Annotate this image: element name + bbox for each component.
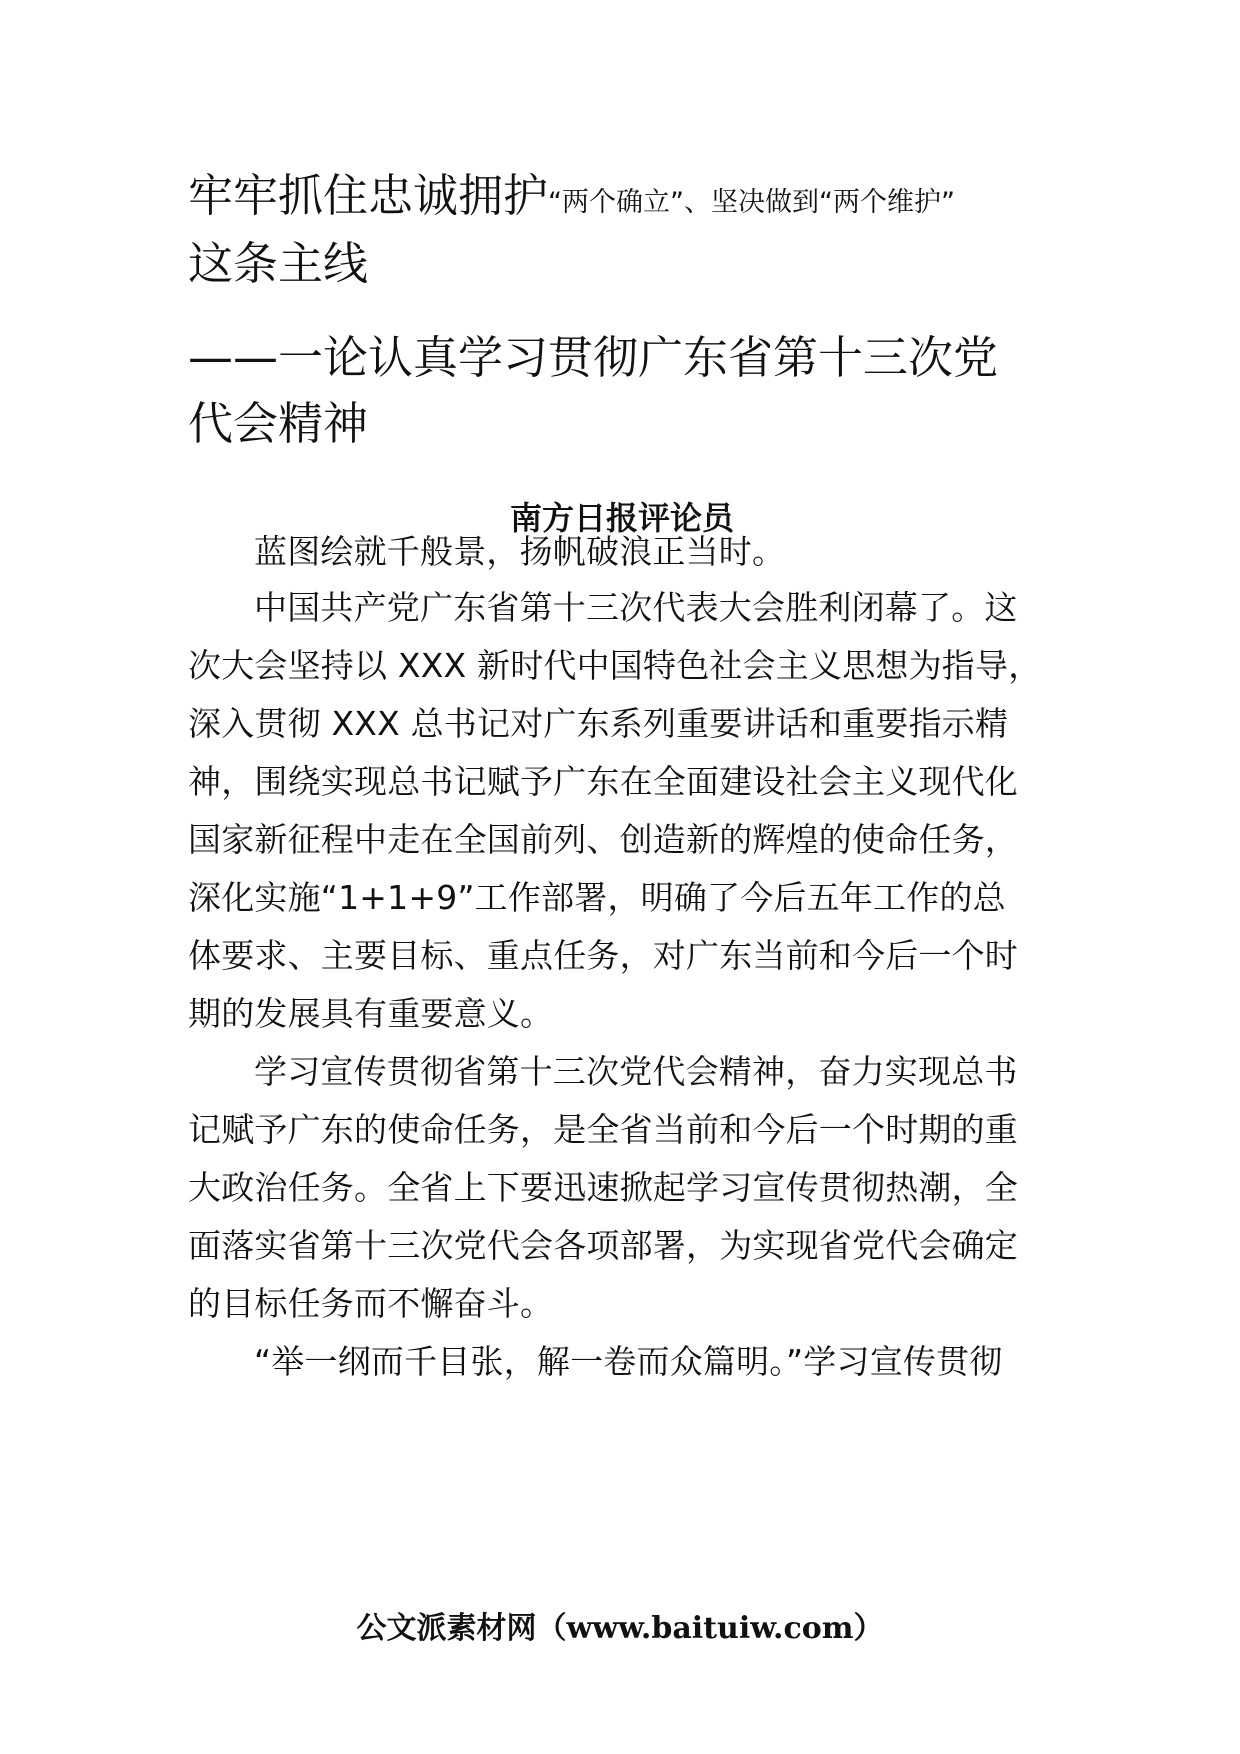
- paragraph-line: 体要求、主要目标、重点任务，对广东当前和今后一个时: [188, 936, 1018, 975]
- paragraph-line: 的目标任务而不懈奋斗。: [188, 1284, 554, 1323]
- paragraph-line: 深化实施“1+1+9”工作部署，明确了今后五年工作的总: [188, 878, 1006, 917]
- title-main-text: 牢牢抓住忠诚拥护: [188, 169, 549, 222]
- paragraph-line: 次大会坚持以 XXX 新时代中国特色社会主义思想为指导，: [188, 646, 1042, 685]
- paragraph-line: “举一纲而千目张，解一卷而众篇明。”学习宣传贯彻: [254, 1342, 1003, 1381]
- author-byline: 南方日报评论员: [509, 499, 734, 537]
- title-quote-text: “两个确立”、坚决做到“两个维护”: [548, 187, 955, 218]
- subtitle-line-2: 代会精神: [188, 397, 369, 450]
- paragraph-line: 大政治任务。全省上下要迅速掀起学习宣传贯彻热潮，全: [188, 1168, 1018, 1207]
- document-title-line-1: [188, 166, 955, 233]
- paragraph-line: 期的发展具有重要意义。: [188, 994, 554, 1033]
- paragraph-line: 国家新征程中走在全国前列、创造新的辉煌的使命任务，: [188, 820, 1018, 859]
- paragraph-line: 深入贯彻 XXX 总书记对广东系列重要讲话和重要指示精: [188, 704, 1009, 743]
- footer-watermark: 公文派素材网（www.baituiw.com）: [356, 1611, 884, 1646]
- paragraph-line: 学习宣传贯彻省第十三次党代会精神，奋力实现总书: [254, 1052, 1018, 1091]
- paragraph-line: 面落实省第十三次党代会各项部署，为实现省党代会确定: [188, 1226, 1018, 1265]
- paragraph-line: 中国共产党广东省第十三次代表大会胜利闭幕了。这: [254, 588, 1018, 627]
- paragraph-line: 神，围绕实现总书记赋予广东在全面建设社会主义现代化: [188, 762, 1018, 801]
- paragraph-line: 蓝图绘就千般景，扬帆破浪正当时。: [254, 532, 786, 571]
- subtitle-line-1: ——一论认真学习贯彻广东省第十三次党: [188, 331, 999, 384]
- paragraph-line: 记赋予广东的使命任务，是全省当前和今后一个时期的重: [188, 1110, 1018, 1149]
- document-title-line-2: 这条主线: [188, 237, 369, 290]
